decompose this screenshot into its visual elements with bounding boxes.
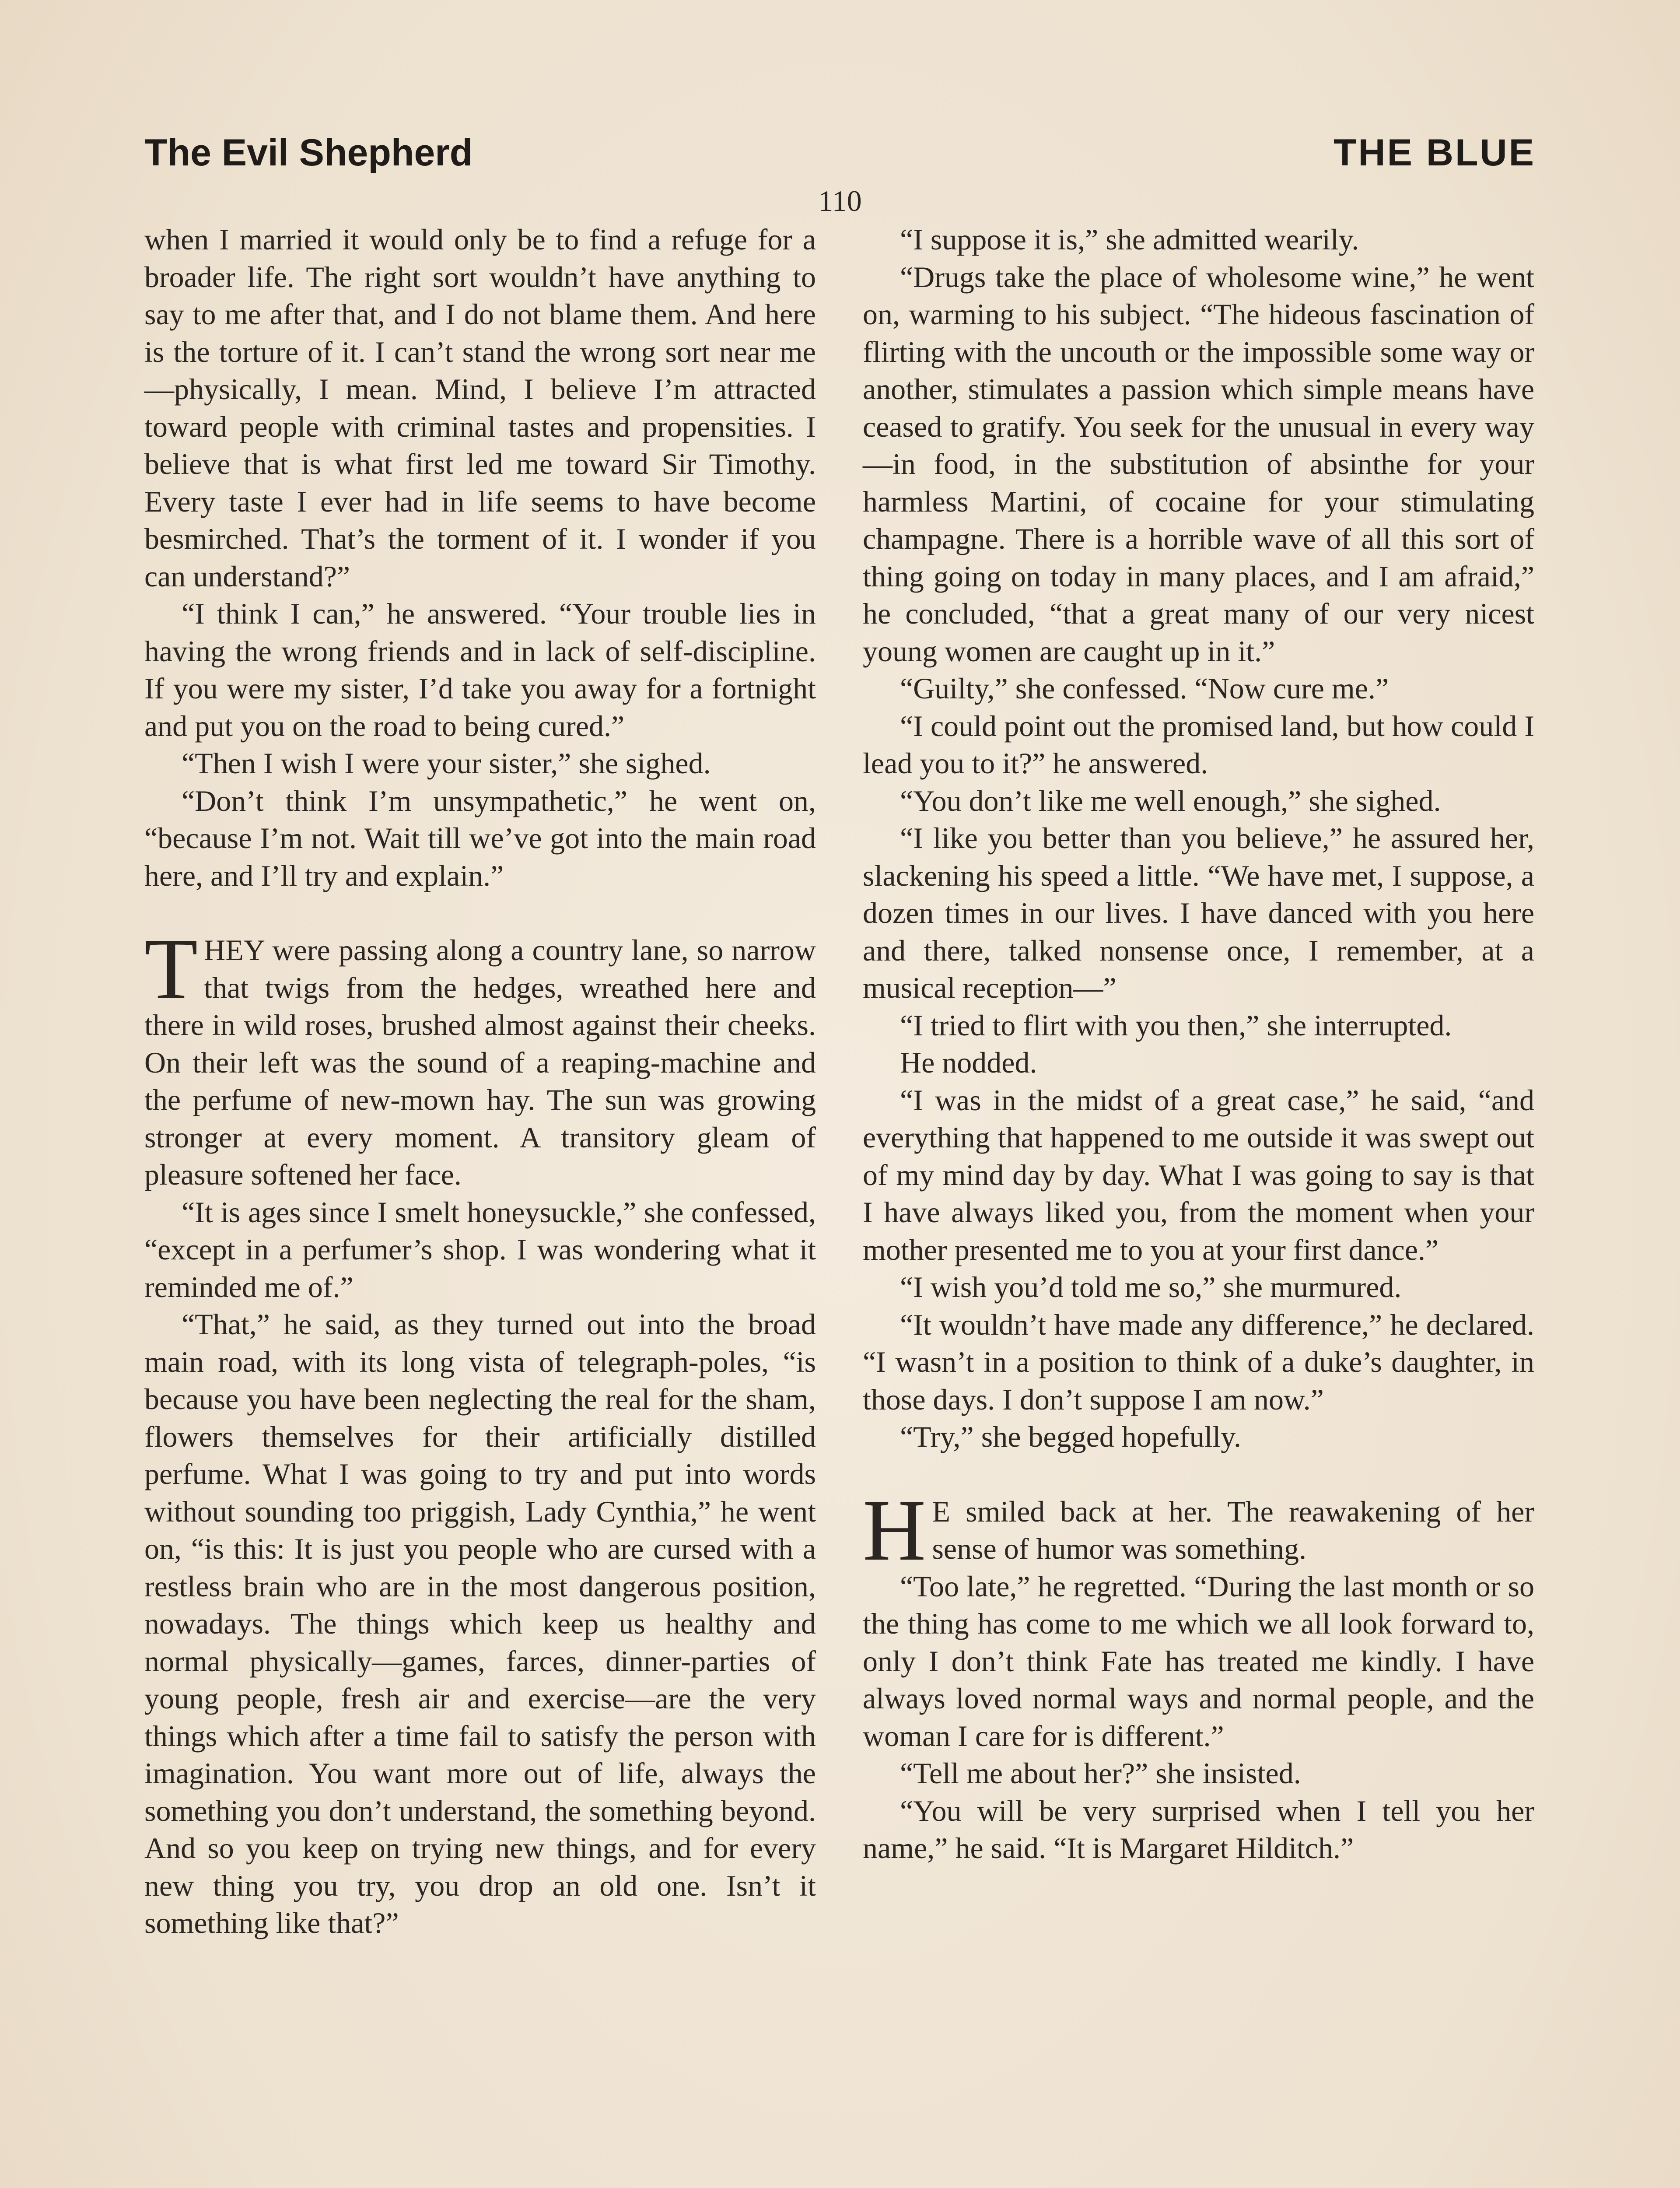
paragraph: “I like you better than you believe,” he assured her, slackening his speed a little. “We have met, I suppose, a dozen times in our lives. I have danced with you here and there, talked nonsense once, I remember, at a musical reception—” — [863, 821, 1534, 1004]
page-header — [144, 131, 1536, 184]
paragraph: He nodded. — [900, 1046, 1037, 1079]
drop-cap-paragraph: HE smiled back at her. The reawakening of her sense of humor was something. — [863, 1482, 1534, 1579]
paragraph: “You don’t like me well enough,” she sighed. — [900, 784, 1441, 817]
paragraph: “Guilty,” she confessed. “Now cure me.” — [900, 672, 1389, 705]
paragraph: “Too late,” he regretted. “During the last month or so the thing has come to me which we all look forward to, only I don’t think Fate has treated me kindly. I have always loved normal ways and normal people, and the woman I care for is different.” — [863, 1569, 1534, 1753]
paragraph: “I was in the midst of a great case,” he said, “and everything that happened to me outside it was swept out of my mind day by day. What I was going to say is that I have always liked you, from the moment when your mother presented me to you at your first dance.” — [863, 1083, 1534, 1266]
paragraph: “Tell me about her?” she insisted. — [900, 1757, 1301, 1790]
paragraph: “I suppose it is,” she admitted wearily. — [900, 223, 1359, 256]
running-title-left: The Evil Shepherd — [144, 132, 473, 174]
paragraph: “I could point out the promised land, but how could I lead you to it?” he answered. — [863, 709, 1534, 780]
paragraph: “You will be very surprised when I tell you her name,” he said. “It is Margaret Hilditch.” — [863, 1794, 1534, 1865]
right-column — [863, 221, 1534, 1867]
paragraph: “Try,” she begged hopefully. — [900, 1420, 1241, 1453]
paragraph: “It wouldn’t have made any difference,” he declared. “I wasn’t in a position to think of a duke’s daughter, in those days. I don’t suppose I am now.” — [863, 1308, 1534, 1416]
paragraph: “I tried to flirt with you then,” she interrupted. — [900, 1008, 1452, 1042]
paragraph: “Then I wish I were your sister,” she sighed. — [182, 747, 711, 780]
paragraph: “It is ages since I smelt honeysuckle,” she confessed, “except in a perfumer’s shop. I was wondering what it reminded me of.” — [144, 1195, 816, 1304]
paragraph: “I wish you’d told me so,” she murmured. — [900, 1270, 1402, 1304]
page-number: 110 — [818, 184, 862, 217]
left-column — [144, 221, 816, 1942]
paragraph: “That,” he said, as they turned out into the broad main road, with its long vista of telegraph-poles, “is because you have been neglecting the real for the sham, flowers themselves for their artificially distilled perfume. What I was going to try and put into words without sounding too priggish, Lady Cynthia,” he went on, “is this: It is just you people who are cursed with a restless brain who are in the most dangerous position, nowadays. The things which keep us healthy and normal physically—games, farces, dinner-parties of young people, fresh air and exercise—are the very things which after a time fail to satisfy the person with imagination. You want more out of life, always the something you don’t understand, the something beyond. And so you keep on trying new things, and for every new thing you try, you drop an old one. Isn’t it something like that?” — [144, 1308, 816, 1939]
paragraph: when I married it would only be to find a refuge for a broader life. The right sort wouldn’t have anything to say to me after that, and I do not blame them. And here is the torture of it. I can’t stand the wrong sort near me—physically, I mean. Mind, I believe I’m attracted toward people with criminal tastes and propensities. I believe that is what first led me toward Sir Timothy. Every taste I ever had in life seems to have become besmirched. That’s the torment of it. I wonder if you can understand?” — [144, 223, 816, 593]
drop-cap-paragraph: THEY were passing along a country lane, so narrow that twigs from the hedges, wreathed here and there in wild roses, brushed almost against their cheeks. On their left was the sound of a reaping-machine and the perfume of new-mown hay. The sun was growing stronger at every moment. A transitory gleam of pleasure softened her face. — [144, 921, 816, 1191]
paragraph: “Don’t think I’m unsympathetic,” he went on, “because I’m not. Wait till we’ve got into the main road here, and I’ll try and explain.” — [144, 784, 816, 892]
paragraph: “I think I can,” he answered. “Your trouble lies in having the wrong friends and in lack of self-discipline. If you were my sister, I’d take you away for a fortnight and put you on the road to being cured.” — [144, 597, 816, 743]
running-title-right: THE BLUE — [1334, 132, 1536, 174]
paragraph: “Drugs take the place of wholesome wine,” he went on, warming to his subject. “The hideous fascination of flirting with the uncouth or the impossible some way or another, stimulates a passion which simple means have ceased to gratify. You seek for the unusual in every way—in food, in the substitution of absinthe for your harmless Martini, of cocaine for your stimulating champagne. There is a horrible wave of all this sort of thing going on today in many places, and I am afraid,” he concluded, “that a great many of our very nicest young women are caught up in it.” — [863, 260, 1534, 668]
